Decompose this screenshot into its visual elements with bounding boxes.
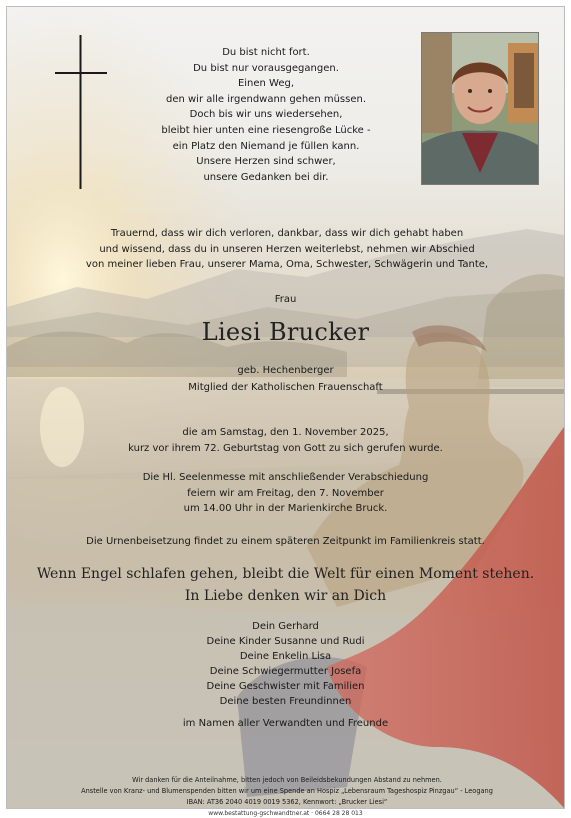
poem-line: den wir alle irgendwann gehen müssen.	[165, 93, 366, 105]
portrait-photo	[421, 32, 539, 185]
deceased-name: Liesi Brucker	[201, 318, 370, 346]
undertaker-footer: www.bestattung-gschwandtner.at · 0664 28 28 013	[208, 810, 363, 817]
intro-line: von meiner lieben Frau, unserer Mama, Oma, Schwester, Schwägerin und Tante,	[85, 259, 489, 271]
intro-line: und wissend, dass du in unseren Herzen weiterlebst, nehmen wir Abschied	[99, 243, 475, 255]
title-word: Frau	[274, 294, 297, 305]
poem-line: Einen Weg,	[237, 78, 295, 90]
mourner: Deine Kinder Susanne und Rudi	[206, 636, 365, 648]
mourner: Dein Gerhard	[252, 621, 319, 632]
mourner: Deine Geschwister mit Familien	[206, 681, 365, 693]
footnote	[27, 775, 547, 807]
poem-line: ein Platz den Niemand je füllen kann.	[172, 140, 360, 152]
poem-line: Du bist nur vorausgegangen.	[193, 62, 339, 74]
poem-line: Du bist nicht fort.	[222, 47, 310, 58]
poem-line: Doch bis wir uns wiedersehen,	[189, 109, 343, 121]
mass-line: um 14.00 Uhr in der Marienkirche Bruck.	[183, 503, 388, 515]
mourner: Deine besten Freundinnen	[219, 696, 352, 708]
mourners-list	[7, 619, 564, 710]
mass-line: feiern wir am Freitag, den 7. November	[187, 487, 384, 499]
mass-notice	[7, 470, 564, 517]
footnote-line: IBAN: AT36 2040 4019 0019 5362, Kennwort: „Brucker Liesi“	[186, 797, 388, 806]
obituary-card	[6, 6, 565, 809]
quote-line: Wenn Engel schlafen gehen, bleibt die Welt für einen Moment stehen.	[36, 566, 535, 582]
intro-text	[67, 226, 507, 273]
poem	[121, 45, 411, 185]
footnote-line: Wir danken für die Anteilnahme, bitten jedoch von Beileidsbekundungen Abstand zu nehmen.	[132, 776, 442, 784]
all-relatives: im Namen aller Verwandten und Freunde	[182, 718, 389, 729]
footnote-line: Anstelle von Kranz- und Blumenspenden bitten wir um eine Spende an Hospiz „Lebensraum Tageshospiz Pinzgau“ - Leogang	[81, 786, 493, 795]
mourner: Deine Schwiegermutter Josefa	[209, 666, 362, 678]
birth-name: geb. Hechenberger	[237, 365, 334, 376]
poem-line: Unsere Herzen sind schwer,	[196, 156, 336, 168]
death-notice	[7, 425, 564, 456]
urn-notice: Die Urnenbeisetzung findet zu einem späteren Zeitpunkt im Familienkreis statt.	[86, 536, 485, 547]
quote	[7, 563, 564, 607]
quote-line: In Liebe denken wir an Dich	[184, 588, 387, 604]
mourner: Deine Enkelin Lisa	[239, 651, 332, 663]
cross-icon	[55, 35, 107, 189]
poem-line: unsere Gedanken bei dir.	[203, 171, 329, 183]
membership: Mitglied der Katholischen Frauenschaft	[188, 382, 383, 393]
mass-line: Die Hl. Seelenmesse mit anschließender Verabschiedung	[142, 472, 429, 483]
poem-line: bleibt hier unten eine riesengroße Lücke -	[161, 124, 371, 136]
death-line: die am Samstag, den 1. November 2025,	[182, 427, 389, 438]
death-line: kurz vor ihrem 72. Geburtstag von Gott zu sich gerufen wurde.	[128, 442, 443, 454]
intro-line: Trauernd, dass wir dich verloren, dankbar, dass wir dich gehabt haben	[110, 228, 464, 239]
